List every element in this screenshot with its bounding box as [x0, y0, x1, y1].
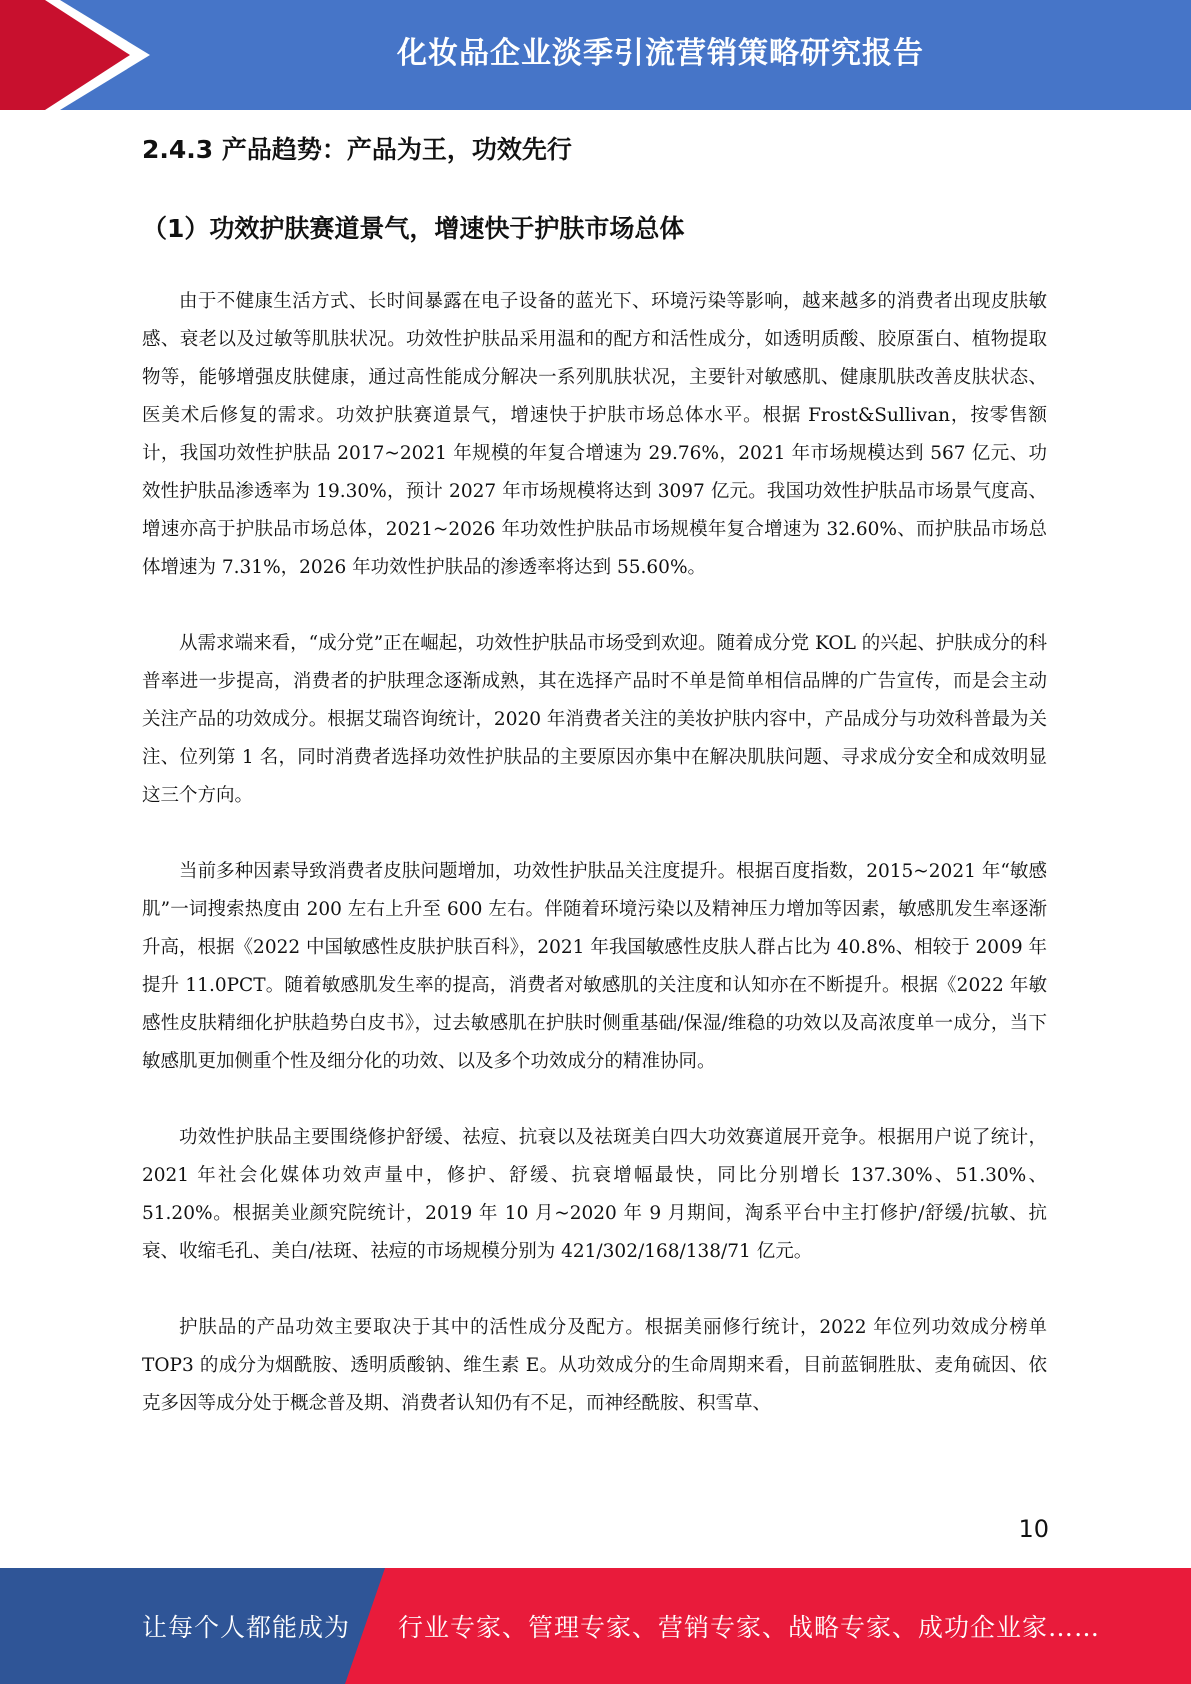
- paragraph: 当前多种因素导致消费者皮肤问题增加，功效性护肤品关注度提升。根据百度指数，2015~2021 年“敏感肌”一词搜索热度由 200 左右上升至 600 左右。伴随着环境污染以及精神压力增加等因素，敏感肌发生率逐渐升高，根据《2022 中国敏感性皮肤护肤百科》，2021 年我国敏感性皮肤人群占比为 40.8%、相较于 2009 年提升 11.0PCT。随着敏感肌发生率的提高，消费者对敏感肌的关注度和认知亦在不断提升。根据《2022 年敏感性皮肤精细化护肤趋势白皮书》，过去敏感肌在护肤时侧重基础/保湿/维稳的功效以及高浓度单一成分，当下敏感肌更加侧重个性及细分化的功效、以及多个功效成分的精准协同。: [142, 861, 1047, 1072]
- footer-slogan-right: 行业专家、管理专家、营销专家、战略专家、成功企业家……: [398, 1613, 1101, 1642]
- page-number: 10: [1018, 1515, 1049, 1543]
- paragraph: 功效性护肤品主要围绕修护舒缓、祛痘、抗衰以及祛斑美白四大功效赛道展开竞争。根据用户说了统计，2021 年社会化媒体功效声量中，修护、舒缓、抗衰增幅最快，同比分别增长 137.30%、51.30%、51.20%。根据美业颜究院统计，2019 年 10 月~2020 年 9 月期间，淘系平台中主打修护/舒缓/抗敏、抗衰、收缩毛孔、美白/祛斑、祛痘的市场规模分别为 421/302/168/138/71 亿元。: [142, 1127, 1047, 1262]
- footer-band: [0, 1568, 1191, 1684]
- section-heading: 2.4.3 产品趋势：产品为王，功效先行: [142, 135, 572, 164]
- footer-slogan-left: 让每个人都能成为: [142, 1613, 351, 1642]
- paragraph: 从需求端来看，“成分党”正在崛起，功效性护肤品市场受到欢迎。随着成分党 KOL 的兴起、护肤成分的科普率进一步提高，消费者的护肤理念逐渐成熟，其在选择产品时不单是简单相信品牌的广告宣传，而是会主动关注产品的功效成分。根据艾瑞咨询统计，2020 年消费者关注的美妆护肤内容中，产品成分与功效科普最为关注、位列第 1 名，同时消费者选择功效性护肤品的主要原因亦集中在解决肌肤问题、寻求成分安全和成效明显这三个方向。: [142, 633, 1047, 806]
- paragraph: 由于不健康生活方式、长时间暴露在电子设备的蓝光下、环境污染等影响，越来越多的消费者出现皮肤敏感、衰老以及过敏等肌肤状况。功效性护肤品采用温和的配方和活性成分，如透明质酸、胶原蛋白、植物提取物等，能够增强皮肤健康，通过高性能成分解决一系列肌肤状况，主要针对敏感肌、健康肌肤改善皮肤状态、医美术后修复的需求。功效护肤赛道景气，增速快于护肤市场总体水平。根据 Frost&Sullivan，按零售额计，我国功效性护肤品 2017~2021 年规模的年复合增速为 29.76%，2021 年市场规模达到 567 亿元、功效性护肤品渗透率为 19.30%，预计 2027 年市场规模将达到 3097 亿元。我国功效性护肤品市场景气度高、增速亦高于护肤品市场总体，2021~2026 年功效性护肤品市场规模年复合增速为 32.60%、而护肤品市场总体增速为 7.31%，2026 年功效性护肤品的渗透率将达到 55.60%。: [142, 291, 1047, 578]
- paragraph: 护肤品的产品功效主要取决于其中的活性成分及配方。根据美丽修行统计，2022 年位列功效成分榜单 TOP3 的成分为烟酰胺、透明质酸钠、维生素 E。从功效成分的生命周期来看，目前蓝铜胜肽、麦角硫因、依克多因等成分处于概念普及期、消费者认知仍有不足，而神经酰胺、积雪草、: [142, 1317, 1047, 1414]
- report-title: 化妆品企业淡季引流营销策略研究报告: [397, 36, 924, 71]
- page-content: [142, 128, 1047, 1423]
- subsection-heading: （1）功效护肤赛道景气，增速快于护肤市场总体: [142, 214, 685, 243]
- header-band: [0, 0, 1191, 110]
